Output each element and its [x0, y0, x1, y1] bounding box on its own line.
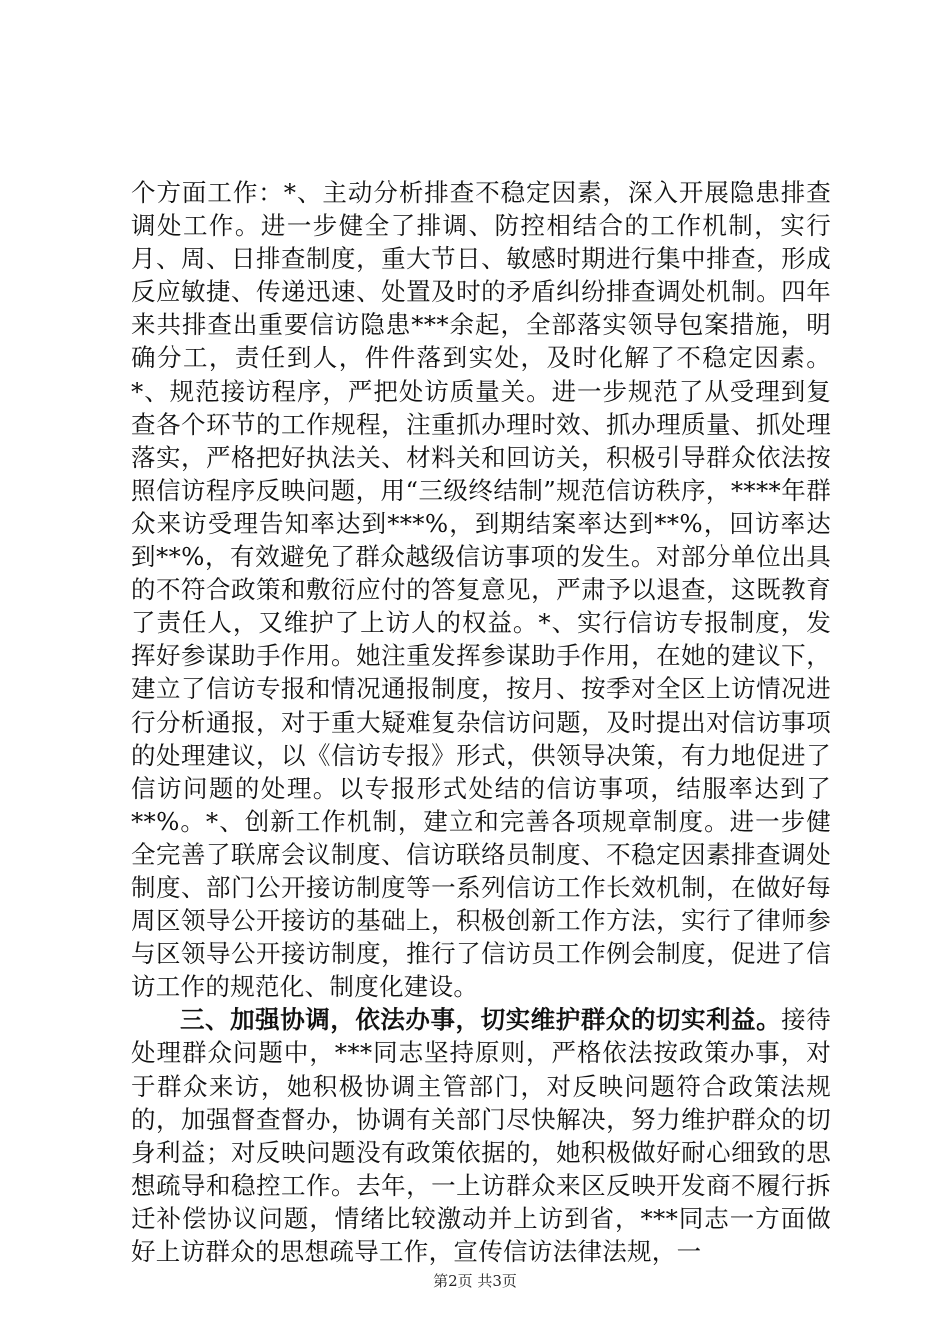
- document-body: [131, 176, 831, 1268]
- body-paragraph-1: 个方面工作：*、主动分析排查不稳定因素，深入开展隐患排查调处工作。进一步健全了排调、防控相结合的工作机制，实行月、周、日排查制度，重大节日、敏感时期进行集中排查，形成反应敏捷、传递迅速、处置及时的矛盾纠纷排查调处机制。四年来共排查出重要信访隐患***余起，全部落实领导包案措施，明确分工，责任到人，件件落到实处，及时化解了不稳定因素。*、规范接访程序，严把处访质量关。进一步规范了从受理到复查各个环节的工作规程，注重抓办理时效、抓办理质量、抓处理落实，严格把好执法关、材料关和回访关，积极引导群众依法按照信访程序反映问题，用“三级终结制”规范信访秩序，****年群众来访受理告知率达到***%，到期结案率达到**%，回访率达到**%，有效避免了群众越级信访事项的发生。对部分单位出具的不符合政策和敷衍应付的答复意见，严肃予以退查，这既教育了责任人，又维护了上访人的权益。*、实行信访专报制度，发挥好参谋助手作用。她注重发挥参谋助手作用，在她的建议下，建立了信访专报和情况通报制度，按月、按季对全区上访情况进行分析通报，对于重大疑难复杂信访问题，及时提出对信访事项的处理建议，以《信访专报》形式，供领导决策，有力地促进了信访问题的处理。以专报形式处结的信访事项，结服率达到了**%。*、创新工作机制，建立和完善各项规章制度。进一步健全完善了联席会议制度、信访联络员制度、不稳定因素排查调处制度、部门公开接访制度等一系列信访工作长效机制，在做好每周区领导公开接访的基础上，积极创新工作方法，实行了律师参与区领导公开接访制度，推行了信访员工作例会制度，促进了信访工作的规范化、制度化建设。: [131, 178, 831, 1002]
- body-paragraph-2: [131, 1003, 831, 1268]
- section-3-text: 接待处理群众问题中，***同志坚持原则，严格依法按政策办事，对于群众来访，她积极协调主管部门，对反映问题符合政策法规的，加强督查督办，协调有关部门尽快解决，努力维护群众的切身利益；对反映问题没有政策依据的，她积极做好耐心细致的思想疏导和稳控工作。去年，一上访群众来区反映开发商不履行拆迁补偿协议问题，情绪比较激动并上访到省，***同志一方面做好上访群众的思想疏导工作，宣传信访法律法规，一: [131, 1005, 831, 1266]
- section-heading-3: 三、加强协调，依法办事，切实维护群众的切实利益。: [180, 1005, 782, 1035]
- page-footer: 第2页 共3页: [433, 1272, 517, 1290]
